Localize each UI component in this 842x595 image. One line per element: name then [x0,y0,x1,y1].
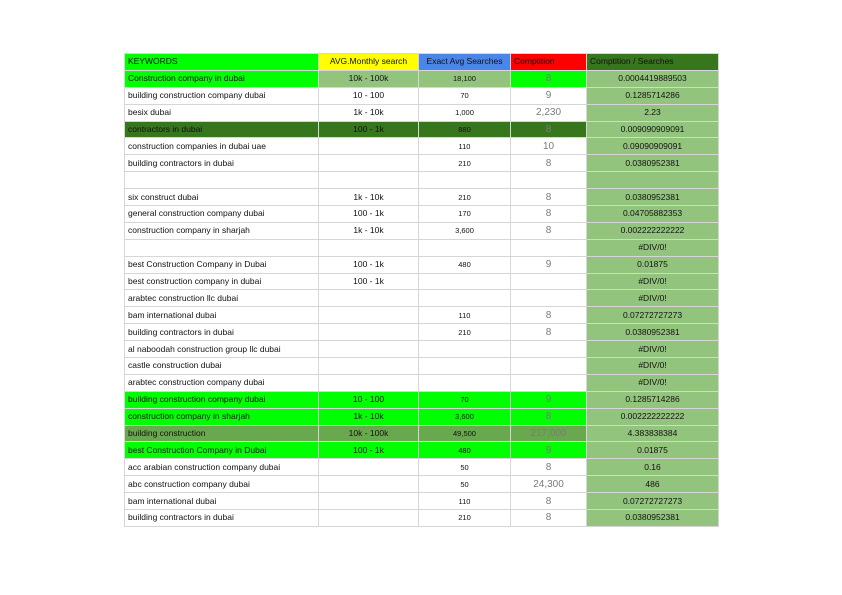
table-row [125,324,719,341]
keyword-cell[interactable]: best Construction Company in Dubai [125,256,319,273]
avg-monthly-cell[interactable]: 10k - 100k [319,70,419,87]
exact-avg-cell[interactable]: 18,100 [419,70,511,87]
ratio-cell[interactable]: 0.16 [587,459,719,476]
avg-monthly-cell[interactable] [319,341,419,358]
table-row [125,476,719,493]
keyword-cell[interactable]: abc construction company dubai [125,476,319,493]
competition-cell[interactable] [511,374,587,391]
ratio-cell[interactable]: #DIV/0! [587,358,719,375]
competition-cell[interactable] [511,273,587,290]
table-row [125,307,719,324]
keyword-cell[interactable]: construction company in sharjah [125,222,319,239]
keyword-cell[interactable]: al naboodah construction group llc dubai [125,341,319,358]
table-row [125,239,719,256]
table-row [125,290,719,307]
table-row [125,442,719,459]
avg-monthly-cell[interactable] [319,172,419,189]
table-row [125,172,719,189]
avg-monthly-cell[interactable] [319,307,419,324]
table-row [125,408,719,425]
table-row [125,138,719,155]
competition-cell[interactable] [511,358,587,375]
avg-monthly-cell[interactable]: 10 - 100 [319,87,419,104]
keyword-cell[interactable]: general construction company dubai [125,206,319,223]
avg-monthly-cell[interactable]: 1k - 10k [319,104,419,121]
exact-avg-cell[interactable] [419,239,511,256]
avg-monthly-cell[interactable]: 100 - 1k [319,256,419,273]
keyword-cell[interactable]: besix dubai [125,104,319,121]
table-row [125,121,719,138]
competition-cell[interactable]: 8 [511,222,587,239]
competition-cell[interactable]: 8 [511,493,587,510]
keyword-cell[interactable]: construction companies in dubai uae [125,138,319,155]
table-row [125,273,719,290]
avg-monthly-cell[interactable] [319,459,419,476]
exact-avg-cell[interactable]: 70 [419,391,511,408]
avg-monthly-cell[interactable] [319,324,419,341]
table-row [125,104,719,121]
keyword-cell[interactable]: building construction company dubai [125,87,319,104]
keyword-cell[interactable]: building contractors in dubai [125,510,319,527]
competition-cell[interactable]: 8 [511,155,587,172]
avg-monthly-cell[interactable] [319,493,419,510]
exact-avg-cell[interactable]: 70 [419,87,511,104]
competition-cell[interactable]: 9 [511,256,587,273]
ratio-cell[interactable]: #DIV/0! [587,341,719,358]
keyword-cell[interactable]: acc arabian construction company dubai [125,459,319,476]
keyword-cell[interactable]: best construction company in dubai [125,273,319,290]
keyword-cell[interactable]: castle construction dubai [125,358,319,375]
competition-cell[interactable]: 10 [511,138,587,155]
exact-avg-cell[interactable] [419,273,511,290]
table-row [125,374,719,391]
table-row [125,341,719,358]
ratio-cell[interactable]: #DIV/0! [587,290,719,307]
exact-avg-cell[interactable]: 480 [419,256,511,273]
header-avg-monthly-search[interactable]: AVG.Monthly search [319,54,419,71]
table-row [125,510,719,527]
competition-cell[interactable]: 8 [511,408,587,425]
exact-avg-cell[interactable] [419,172,511,189]
ratio-cell[interactable]: 0.01875 [587,442,719,459]
ratio-cell[interactable]: 0.07272727273 [587,493,719,510]
ratio-cell[interactable]: 0.0004419889503 [587,70,719,87]
ratio-cell[interactable] [587,172,719,189]
keyword-cell[interactable]: construction company in sharjah [125,408,319,425]
avg-monthly-cell[interactable]: 1k - 10k [319,189,419,206]
avg-monthly-cell[interactable]: 100 - 1k [319,273,419,290]
keyword-cell[interactable] [125,239,319,256]
table-row [125,493,719,510]
competition-cell[interactable]: 9 [511,442,587,459]
competition-cell[interactable]: 2,230 [511,104,587,121]
exact-avg-cell[interactable]: 110 [419,493,511,510]
avg-monthly-cell[interactable] [319,239,419,256]
ratio-cell[interactable]: 2.23 [587,104,719,121]
header-keywords[interactable]: KEYWORDS [125,54,319,71]
ratio-cell[interactable]: 0.1285714286 [587,391,719,408]
avg-monthly-cell[interactable] [319,290,419,307]
avg-monthly-cell[interactable]: 10k - 100k [319,425,419,442]
exact-avg-cell[interactable]: 210 [419,324,511,341]
exact-avg-cell[interactable] [419,341,511,358]
exact-avg-cell[interactable]: 210 [419,510,511,527]
ratio-cell[interactable]: 0.0380952381 [587,324,719,341]
ratio-cell[interactable]: 0.009090909091 [587,121,719,138]
keyword-cell[interactable]: arabtec construction llc dubai [125,290,319,307]
avg-monthly-cell[interactable] [319,476,419,493]
ratio-cell[interactable]: 0.002222222222 [587,222,719,239]
ratio-cell[interactable]: 0.04705882353 [587,206,719,223]
keyword-cell[interactable]: arabtec construction company dubai [125,374,319,391]
exact-avg-cell[interactable] [419,290,511,307]
table-row [125,425,719,442]
competition-cell[interactable]: 9 [511,391,587,408]
exact-avg-cell[interactable]: 170 [419,206,511,223]
ratio-cell[interactable]: 0.07272727273 [587,307,719,324]
exact-avg-cell[interactable]: 880 [419,121,511,138]
table-row [125,70,719,87]
avg-monthly-cell[interactable] [319,374,419,391]
exact-avg-cell[interactable] [419,374,511,391]
table-row [125,189,719,206]
keyword-table [124,53,719,527]
competition-cell[interactable]: 8 [511,70,587,87]
keyword-cell[interactable]: best Construction Company in Dubai [125,442,319,459]
table-row [125,87,719,104]
competition-cell[interactable]: 8 [511,459,587,476]
table-row [125,459,719,476]
table-row [125,155,719,172]
table-row [125,391,719,408]
avg-monthly-cell[interactable]: 100 - 1k [319,442,419,459]
keyword-cell[interactable]: building contractors in dubai [125,155,319,172]
exact-avg-cell[interactable]: 49,500 [419,425,511,442]
avg-monthly-cell[interactable]: 100 - 1k [319,121,419,138]
exact-avg-cell[interactable]: 110 [419,138,511,155]
header-competition[interactable]: Comptition [511,54,587,71]
competition-cell[interactable] [511,239,587,256]
avg-monthly-cell[interactable] [319,138,419,155]
exact-avg-cell[interactable]: 50 [419,476,511,493]
ratio-cell[interactable]: 0.1285714286 [587,87,719,104]
table-row [125,222,719,239]
ratio-cell[interactable]: 4.383838384 [587,425,719,442]
competition-cell[interactable] [511,341,587,358]
ratio-cell[interactable]: 0.0380952381 [587,155,719,172]
keyword-cell[interactable]: bam international dubai [125,493,319,510]
exact-avg-cell[interactable]: 210 [419,155,511,172]
competition-cell[interactable]: 217,000 [511,425,587,442]
keyword-cell[interactable]: building construction [125,425,319,442]
header-row [125,54,719,71]
keyword-cell[interactable]: building construction company dubai [125,391,319,408]
table-row [125,358,719,375]
exact-avg-cell[interactable]: 110 [419,307,511,324]
avg-monthly-cell[interactable]: 1k - 10k [319,408,419,425]
exact-avg-cell[interactable] [419,358,511,375]
keyword-cell[interactable]: Construction company in dubai [125,70,319,87]
ratio-cell[interactable]: 0.0380952381 [587,189,719,206]
ratio-cell[interactable]: 0.09090909091 [587,138,719,155]
ratio-cell[interactable]: #DIV/0! [587,273,719,290]
avg-monthly-cell[interactable] [319,510,419,527]
keyword-cell[interactable] [125,172,319,189]
competition-cell[interactable]: 8 [511,206,587,223]
competition-cell[interactable]: 24,300 [511,476,587,493]
table-row [125,256,719,273]
keyword-cell[interactable]: contractors in dubai [125,121,319,138]
exact-avg-cell[interactable]: 3,600 [419,222,511,239]
keyword-cell[interactable]: bam international dubai [125,307,319,324]
competition-cell[interactable]: 8 [511,189,587,206]
avg-monthly-cell[interactable] [319,155,419,172]
ratio-cell[interactable]: #DIV/0! [587,374,719,391]
exact-avg-cell[interactable]: 50 [419,459,511,476]
keyword-cell[interactable]: building contractors in dubai [125,324,319,341]
header-exact-avg-searches[interactable]: Exact Avg Searches [419,54,511,71]
avg-monthly-cell[interactable]: 1k - 10k [319,222,419,239]
header-competition-per-search[interactable]: Comptition / Searches [587,54,719,71]
keyword-cell[interactable]: six construct dubai [125,189,319,206]
exact-avg-cell[interactable]: 3,600 [419,408,511,425]
ratio-cell[interactable]: #DIV/0! [587,239,719,256]
avg-monthly-cell[interactable] [319,358,419,375]
competition-cell[interactable] [511,172,587,189]
competition-cell[interactable] [511,290,587,307]
competition-cell[interactable]: 8 [511,510,587,527]
exact-avg-cell[interactable]: 210 [419,189,511,206]
ratio-cell[interactable]: 486 [587,476,719,493]
avg-monthly-cell[interactable]: 100 - 1k [319,206,419,223]
competition-cell[interactable]: 9 [511,87,587,104]
exact-avg-cell[interactable]: 480 [419,442,511,459]
ratio-cell[interactable]: 0.01875 [587,256,719,273]
ratio-cell[interactable]: 0.002222222222 [587,408,719,425]
avg-monthly-cell[interactable]: 10 - 100 [319,391,419,408]
exact-avg-cell[interactable]: 1,000 [419,104,511,121]
table-row [125,206,719,223]
competition-cell[interactable]: 8 [511,121,587,138]
ratio-cell[interactable]: 0.0380952381 [587,510,719,527]
competition-cell[interactable]: 8 [511,324,587,341]
competition-cell[interactable]: 8 [511,307,587,324]
